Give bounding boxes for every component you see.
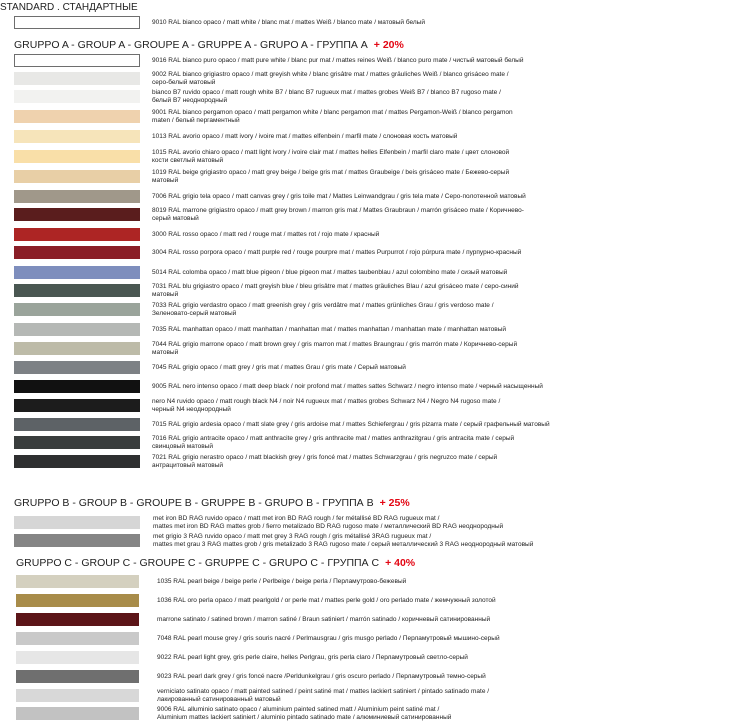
group-b-heading xyxy=(14,497,410,509)
group-a-heading xyxy=(14,39,404,51)
swatch-label xyxy=(157,688,489,703)
group-b-heading-text: GRUPPO B - GROUP B - GROUPE B - GRUPPE B - GRUPO B - ГРУППА В xyxy=(14,497,374,509)
swatch-label-line: 5014 RAL colomba opaco / matt blue pigeon / blue pigeon mat / mattes taubenblau / azul colombino mate / сизый матовый xyxy=(152,269,508,276)
swatch-label xyxy=(152,383,543,391)
swatch-label xyxy=(157,673,486,681)
swatch-label-line: матовый xyxy=(152,290,179,298)
swatch-label-line: 9022 RAL pearl light grey, gris perle claire, helles Perlgrau, gris perla claro / Перламутровый светло-серый xyxy=(157,654,468,661)
standard-heading-text: STANDARD . СТАНДАРТНЫЕ xyxy=(0,2,138,13)
color-swatch xyxy=(14,130,140,143)
group-a-surcharge: + 20% xyxy=(373,39,404,51)
swatch-label xyxy=(152,193,526,201)
color-swatch xyxy=(14,323,140,336)
swatch-label-line: 7044 RAL grigio marrone opaco / matt brown grey / gris marron mat / mattes Braungrau / gris marrón mate / Коричнево-серый xyxy=(152,341,518,348)
swatch-label xyxy=(152,421,550,429)
swatch-label-line: verniciato satinato opaco / matt painted satined / peint satiné mat / mattes lackiert satiniert / pintado satinado mate / xyxy=(157,688,490,695)
color-swatch xyxy=(14,16,140,29)
color-swatch xyxy=(16,707,139,720)
swatch-label-line: 7031 RAL blu grigiastro opaco / matt greyish blue / bleu grisâtre mat / mattes gräuliches Blau / azul grisáceo mate / серо-синий xyxy=(152,283,519,290)
swatch-label-line: 9001 RAL bianco pergamon opaco / matt pergamon white / blanc pergamon mat / mattes Pergamon-Weiß / blanco pergamon xyxy=(152,109,513,116)
swatch-label xyxy=(152,364,406,372)
color-swatch xyxy=(16,651,139,664)
swatch-label-line: 1019 RAL beige grigiastro opaco / matt grey beige / beige gris mat / mattes Graubeige / beis grisáceo mate / Бежево-серый xyxy=(152,169,510,176)
color-swatch xyxy=(16,594,139,607)
swatch-label-line: 7035 RAL manhattan opaco / matt manhattan / manhattan mat / mattes manhattan / manhattan mate / manhattan матовый xyxy=(152,326,507,333)
swatch-label-line: 8019 RAL marrone grigiastro opaco / matt grey brown / marron gris mat / Mattes Graubraun / marrón grisáceo mate / Коричнево- xyxy=(152,207,524,214)
swatch-label xyxy=(152,149,509,164)
swatch-label-line: 1036 RAL oro perla opaco / matt pearlgold / or perle mat / mattes perle gold / oro perlado mate / жемчужный золотой xyxy=(157,597,496,604)
swatch-label xyxy=(157,616,490,624)
swatch-label-line: лакированный сатинированный матовый xyxy=(157,695,281,703)
color-swatch xyxy=(14,54,140,67)
swatch-label-line: 1013 RAL avorio opaco / matt ivory / ivoire mat / mattes elfenbein / marfil mate / слоновая кость матовый xyxy=(152,133,458,140)
color-swatch xyxy=(14,208,140,221)
swatch-label xyxy=(153,515,503,530)
color-swatch xyxy=(14,436,140,449)
swatch-label-line: 9010 RAL bianco opaco / matt white / blanc mat / mattes Weiß / blanco mate / матовый белый xyxy=(152,19,425,26)
swatch-label-line: marrone satinato / satined brown / marron satiné / Braun satiniert / marrón satinado / коричневый сатинированный xyxy=(157,616,491,623)
swatch-label-line: 3000 RAL rosso opaco / matt red / rouge mat / mattes rot / rojo mate / красный xyxy=(152,231,380,238)
swatch-label-line: mattes met iron BD RAG mattes grob / fierro metalizado BD RAG rugoso mate / металлический BD RAG неоднородный xyxy=(153,522,504,530)
swatch-label-line: nero N4 ruvido opaco / matt rough black N4 / noir N4 rugueux mat / mattes grobes Schwarz N4 / Negro N4 rugoso mate / xyxy=(152,398,501,405)
swatch-label xyxy=(157,597,496,605)
swatch-label xyxy=(152,283,519,298)
swatch-label-line: 7015 RAL grigio ardesia opaco / matt slate grey / gris ardoise mat / mattes Schiefergrau / gris pizarra mate / серый графельный матовый xyxy=(152,421,550,428)
swatch-label-line: антрацитовый матовый xyxy=(152,461,224,469)
color-swatch xyxy=(14,170,140,183)
swatch-label-line: матовый xyxy=(152,348,179,356)
swatch-label-line: 9006 RAL alluminio satinato opaco / aluminium painted satined matt / Aluminium peint satiné mat / xyxy=(157,706,440,713)
swatch-label xyxy=(152,302,494,317)
swatch-label-line: 9016 RAL bianco puro opaco / matt pure white / blanc pur mat / mattes reines Weiß / blanco puro mate / чистый матовый белый xyxy=(152,57,524,64)
swatch-label-line: серо-белый матовый xyxy=(152,78,216,86)
swatch-label xyxy=(152,398,500,413)
swatch-label-line: 7045 RAL grigio opaco / matt grey / gris mat / mattes Grau / gris mate / Серый матовый xyxy=(152,364,406,371)
color-swatch xyxy=(16,670,139,683)
swatch-label xyxy=(152,207,524,222)
color-swatch xyxy=(14,246,140,259)
color-swatch xyxy=(14,228,140,241)
color-swatch xyxy=(14,303,140,316)
color-swatch xyxy=(14,266,140,279)
swatch-label-line: maten / белый пергаментный xyxy=(152,116,240,124)
swatch-label-line: серый матовый xyxy=(152,214,199,222)
swatch-label-line: 1035 RAL pearl beige / beige perle / Perlbeige / beige perla / Перламутрово-бежевый xyxy=(157,578,407,585)
group-c-heading-text: GRUPPO C - GROUP C - GROUPE C - GRUPPE C - GRUPO C - ГРУППА С xyxy=(16,557,380,569)
swatch-label xyxy=(152,231,379,239)
swatch-label xyxy=(152,19,425,27)
swatch-label-line: белый B7 неоднородный xyxy=(152,96,228,104)
swatch-label xyxy=(152,435,514,450)
color-swatch xyxy=(14,72,140,85)
color-swatch xyxy=(14,399,140,412)
swatch-label-line: met grigio 3 RAG ruvido opaco / matt met grey 3 RAG rough / gris métallisé 3RAG rugueux mat / xyxy=(153,533,432,540)
color-swatch xyxy=(14,342,140,355)
swatch-label-line: 7006 RAL grigio tela opaco / matt canvas grey / gris toile mat / Mattes Leinwandgrau / gris tela mate / Серо-полотенной матовый xyxy=(152,193,526,200)
group-c-surcharge: + 40% xyxy=(385,557,416,569)
swatch-label xyxy=(152,89,501,104)
color-swatch xyxy=(14,534,140,547)
swatch-label xyxy=(152,71,509,86)
color-swatch xyxy=(16,613,139,626)
swatch-label-line: 1015 RAL avorio chiaro opaco / matt light ivory / ivoire clair mat / mattes helles Elfenbein / marfil claro mate / цвет слоновой xyxy=(152,149,510,156)
swatch-label-line: свинцовый матовый xyxy=(152,442,213,450)
swatch-label-line: 9023 RAL pearl dark grey / gris foncé nacre /Perldunkelgrau / gris oscuro perlado / Перламутровый темно-серый xyxy=(157,673,486,680)
swatch-label xyxy=(157,635,500,643)
swatch-label-line: 7021 RAL grigio nerastro opaco / matt blackish grey / gris foncé mat / mattes Schwarzgrau / gris negruzco mate / серый xyxy=(152,454,498,461)
color-swatch xyxy=(14,516,140,529)
swatch-label xyxy=(152,109,513,124)
swatch-label xyxy=(157,654,468,662)
color-swatch xyxy=(14,90,140,103)
color-swatch xyxy=(14,110,140,123)
group-a-heading-text: GRUPPO A - GROUP A - GROUPE A - GRUPPE A - GRUPO A - ГРУППА А xyxy=(14,39,368,51)
swatch-label-line: 7033 RAL grigio verdastro opaco / matt greenish grey / gris verdâtre mat / mattes grünliches Grau / gris verdoso mate / xyxy=(152,302,494,309)
swatch-label-line: 9005 RAL nero intenso opaco / matt deep black / noir profond mat / mattes sattes Schwarz / negro intenso mate / черный насыщенный xyxy=(152,383,543,390)
swatch-label-line: Aluminium mattes lackiert satiniert / aluminio pintado satinado mate / алюминиевый сатинированный xyxy=(157,713,452,721)
color-swatch xyxy=(16,632,139,645)
standard-heading xyxy=(0,2,138,13)
color-swatch xyxy=(14,380,140,393)
color-swatch xyxy=(16,689,139,702)
swatch-label xyxy=(152,57,523,65)
swatch-label-line: bianco B7 ruvido opaco / matt rough white B7 / blanc B7 rugueux mat / mattes grobes Weiß B7 / blanco B7 rugoso mate / xyxy=(152,89,501,96)
swatch-label-line: 9002 RAL bianco grigiastro opaco / matt greyish white / blanc grisâtre mat / mattes gräuliches Weiß / blanco grisáceo mate / xyxy=(152,71,509,78)
swatch-label-line: кости светлый матовый xyxy=(152,156,224,164)
swatch-label xyxy=(152,133,457,141)
color-swatch xyxy=(16,575,139,588)
swatch-label xyxy=(152,454,497,469)
swatch-label xyxy=(153,533,533,548)
swatch-label-line: 7048 RAL pearl mouse grey / gris souris nacré / Perlmausgrau / gris musgo perlado / Перламутровый мышино-серый xyxy=(157,635,500,642)
color-swatch xyxy=(14,190,140,203)
swatch-label-line: 3004 RAL rosso porpora opaco / matt purple red / rouge pourpre mat / mattes Purpurrot / rojo púrpura mate / пурпурно-красный xyxy=(152,249,522,256)
swatch-label xyxy=(157,578,406,586)
swatch-label-line: 7016 RAL grigio antracite opaco / matt anthracite grey / gris anthracite mat / mattes anthrazitgrau / gris antracita mate / серый xyxy=(152,435,515,442)
swatch-label xyxy=(152,326,506,334)
swatch-label xyxy=(152,341,517,356)
group-c-heading xyxy=(16,557,415,569)
swatch-label-line: Зеленовато-серый матовый xyxy=(152,309,237,317)
swatch-label-line: mattes met grau 3 RAG mattes grob / gris metalizado 3 RAG rugoso mate / серый металлический 3 RAG неоднородный матовый xyxy=(153,540,534,548)
swatch-label xyxy=(152,249,521,257)
swatch-label-line: матовый xyxy=(152,176,179,184)
color-swatch xyxy=(14,418,140,431)
swatch-label xyxy=(152,269,507,277)
swatch-label xyxy=(152,169,509,184)
swatch-label-line: черный N4 неоднородный xyxy=(152,405,231,413)
swatch-label xyxy=(157,706,451,721)
color-swatch xyxy=(14,150,140,163)
color-swatch xyxy=(14,284,140,297)
swatch-label-line: met iron BD RAG ruvido opaco / matt met iron BD RAG rough / fer métallisé BD RAG rugueux mat / xyxy=(153,515,440,522)
color-swatch xyxy=(14,361,140,374)
group-b-surcharge: + 25% xyxy=(379,497,410,509)
color-swatch xyxy=(14,455,140,468)
